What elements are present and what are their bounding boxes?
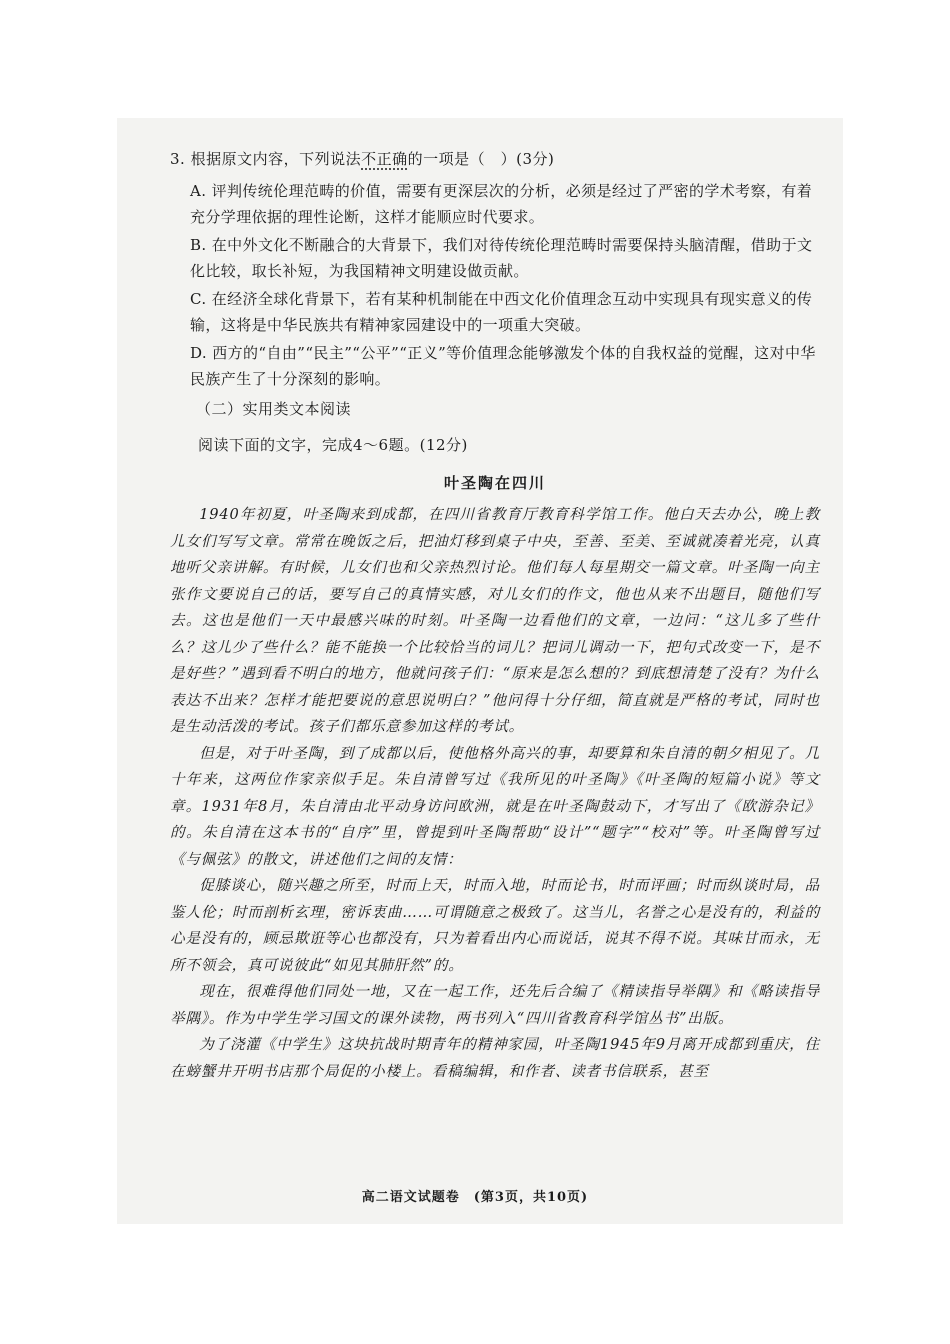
option-b: B. 在中外文化不断融合的大背景下，我们对待传统伦理范畴时需要保持头脑清醒，借助于文化比较，取长补短，为我国精神文明建设做贡献。: [190, 236, 813, 280]
article-paragraph-2: 但是，对于叶圣陶，到了成都以后，使他格外高兴的事，却要算和朱自清的朝夕相见了。几十年来，这两位作家亲似手足。朱自清曾写过《我所见的叶圣陶》《叶圣陶的短篇小说》等文章。1931年8月，朱自清由北平动身访问欧洲，就是在叶圣陶鼓动下，才写出了《欧游杂记》的。朱自清在这本书的“自序”里，曾提到叶圣陶帮助“设计”“题字”“校对”等。叶圣陶曾写过《与佩弦》的散文，讲述他们之间的友情：: [170, 744, 820, 868]
section-heading: （二）实用类文本阅读: [196, 400, 352, 418]
option-c: C. 在经济全球化背景下，若有某种机制能在中西文化价值理念互动中实现具有现实意义的传输，这将是中华民族共有精神家园建设中的一项重大突破。: [190, 290, 813, 334]
page-content: [170, 146, 820, 1085]
page-footer: 高二语文试题卷 (第3页，共10页): [361, 1190, 589, 1205]
question-stem-prefix: 3. 根据原文内容，下列说法: [170, 150, 362, 168]
article-title: 叶圣陶在四川: [443, 474, 546, 492]
section-instruction: 阅读下面的文字，完成4～6题。(12分): [198, 436, 468, 454]
option-d: D. 西方的“自由”“民主”“公平”“正义”等价值理念能够激发个体的自我权益的觉醒，这对中华民族产生了十分深刻的影响。: [190, 344, 816, 388]
article-paragraph-4: 现在，很难得他们同处一地，又在一起工作，还先后合编了《精读指导举隅》和《略读指导举隅》。作为中学生学习国文的课外读物，两书列入“四川省教育科学馆丛书”出版。: [170, 983, 820, 1027]
article-paragraph-5: 为了浇灌《中学生》这块抗战时期青年的精神家园，叶圣陶1945年9月离开成都到重庆，住在螃蟹井开明书店那个局促的小楼上。看稿编辑，和作者、读者书信联系，甚至: [170, 1036, 820, 1080]
question-stem-emphasis: 不正确: [361, 150, 408, 168]
article-paragraph-1: 1940年初夏，叶圣陶来到成都，在四川省教育厅教育科学馆工作。他白天去办公，晚上教儿女们写写文章。常常在晚饭之后，把油灯移到桌子中央，至善、至美、至诚就凑着光亮，认真地听父亲讲解。有时候，儿女们也和父亲热烈讨论。他们每人每星期交一篇文章。叶圣陶一向主张作文要说自己的话，要写自己的真情实感，对儿女们的作文，他也从来不出题目，随他们写去。这也是他们一天中最感兴味的时刻。叶圣陶一边看他们的文章，一边问：“这儿多了些什么？这儿少了些什么？能不能换一个比较恰当的词儿？把词儿调动一下，把句式改变一下，是不是好些？”遇到看不明白的地方，他就问孩子们：“原来是怎么想的？到底想清楚了没有？为什么表达不出来？怎样才能把要说的意思说明白？”他问得十分仔细，简直就是严格的考试，同时也是生动活泼的考试。孩子们都乐意参加这样的考试。: [170, 506, 820, 735]
option-a: A. 评判传统伦理范畴的价值，需要有更深层次的分析，必须是经过了严密的学术考察，有着充分学理依据的理性论断，这样才能顺应时代要求。: [190, 182, 813, 226]
article-quote-paragraph: 促膝谈心，随兴趣之所至，时而上天，时而入地，时而论书，时而评画；时而纵谈时局，品鉴人伦；时而剖析玄理，密诉衷曲……可谓随意之极致了。这当儿，名誉之心是没有的，利益的心是没有的，顾忌欺诳等心也都没有，只为着看出内心而说话，说其不得不说。其味甘而永，无所不领会，真可说彼此“如见其肺肝然”的。: [170, 877, 820, 974]
question-3-stem: [170, 146, 820, 172]
question-stem-suffix: 的一项是（ ）(3分): [407, 150, 555, 168]
